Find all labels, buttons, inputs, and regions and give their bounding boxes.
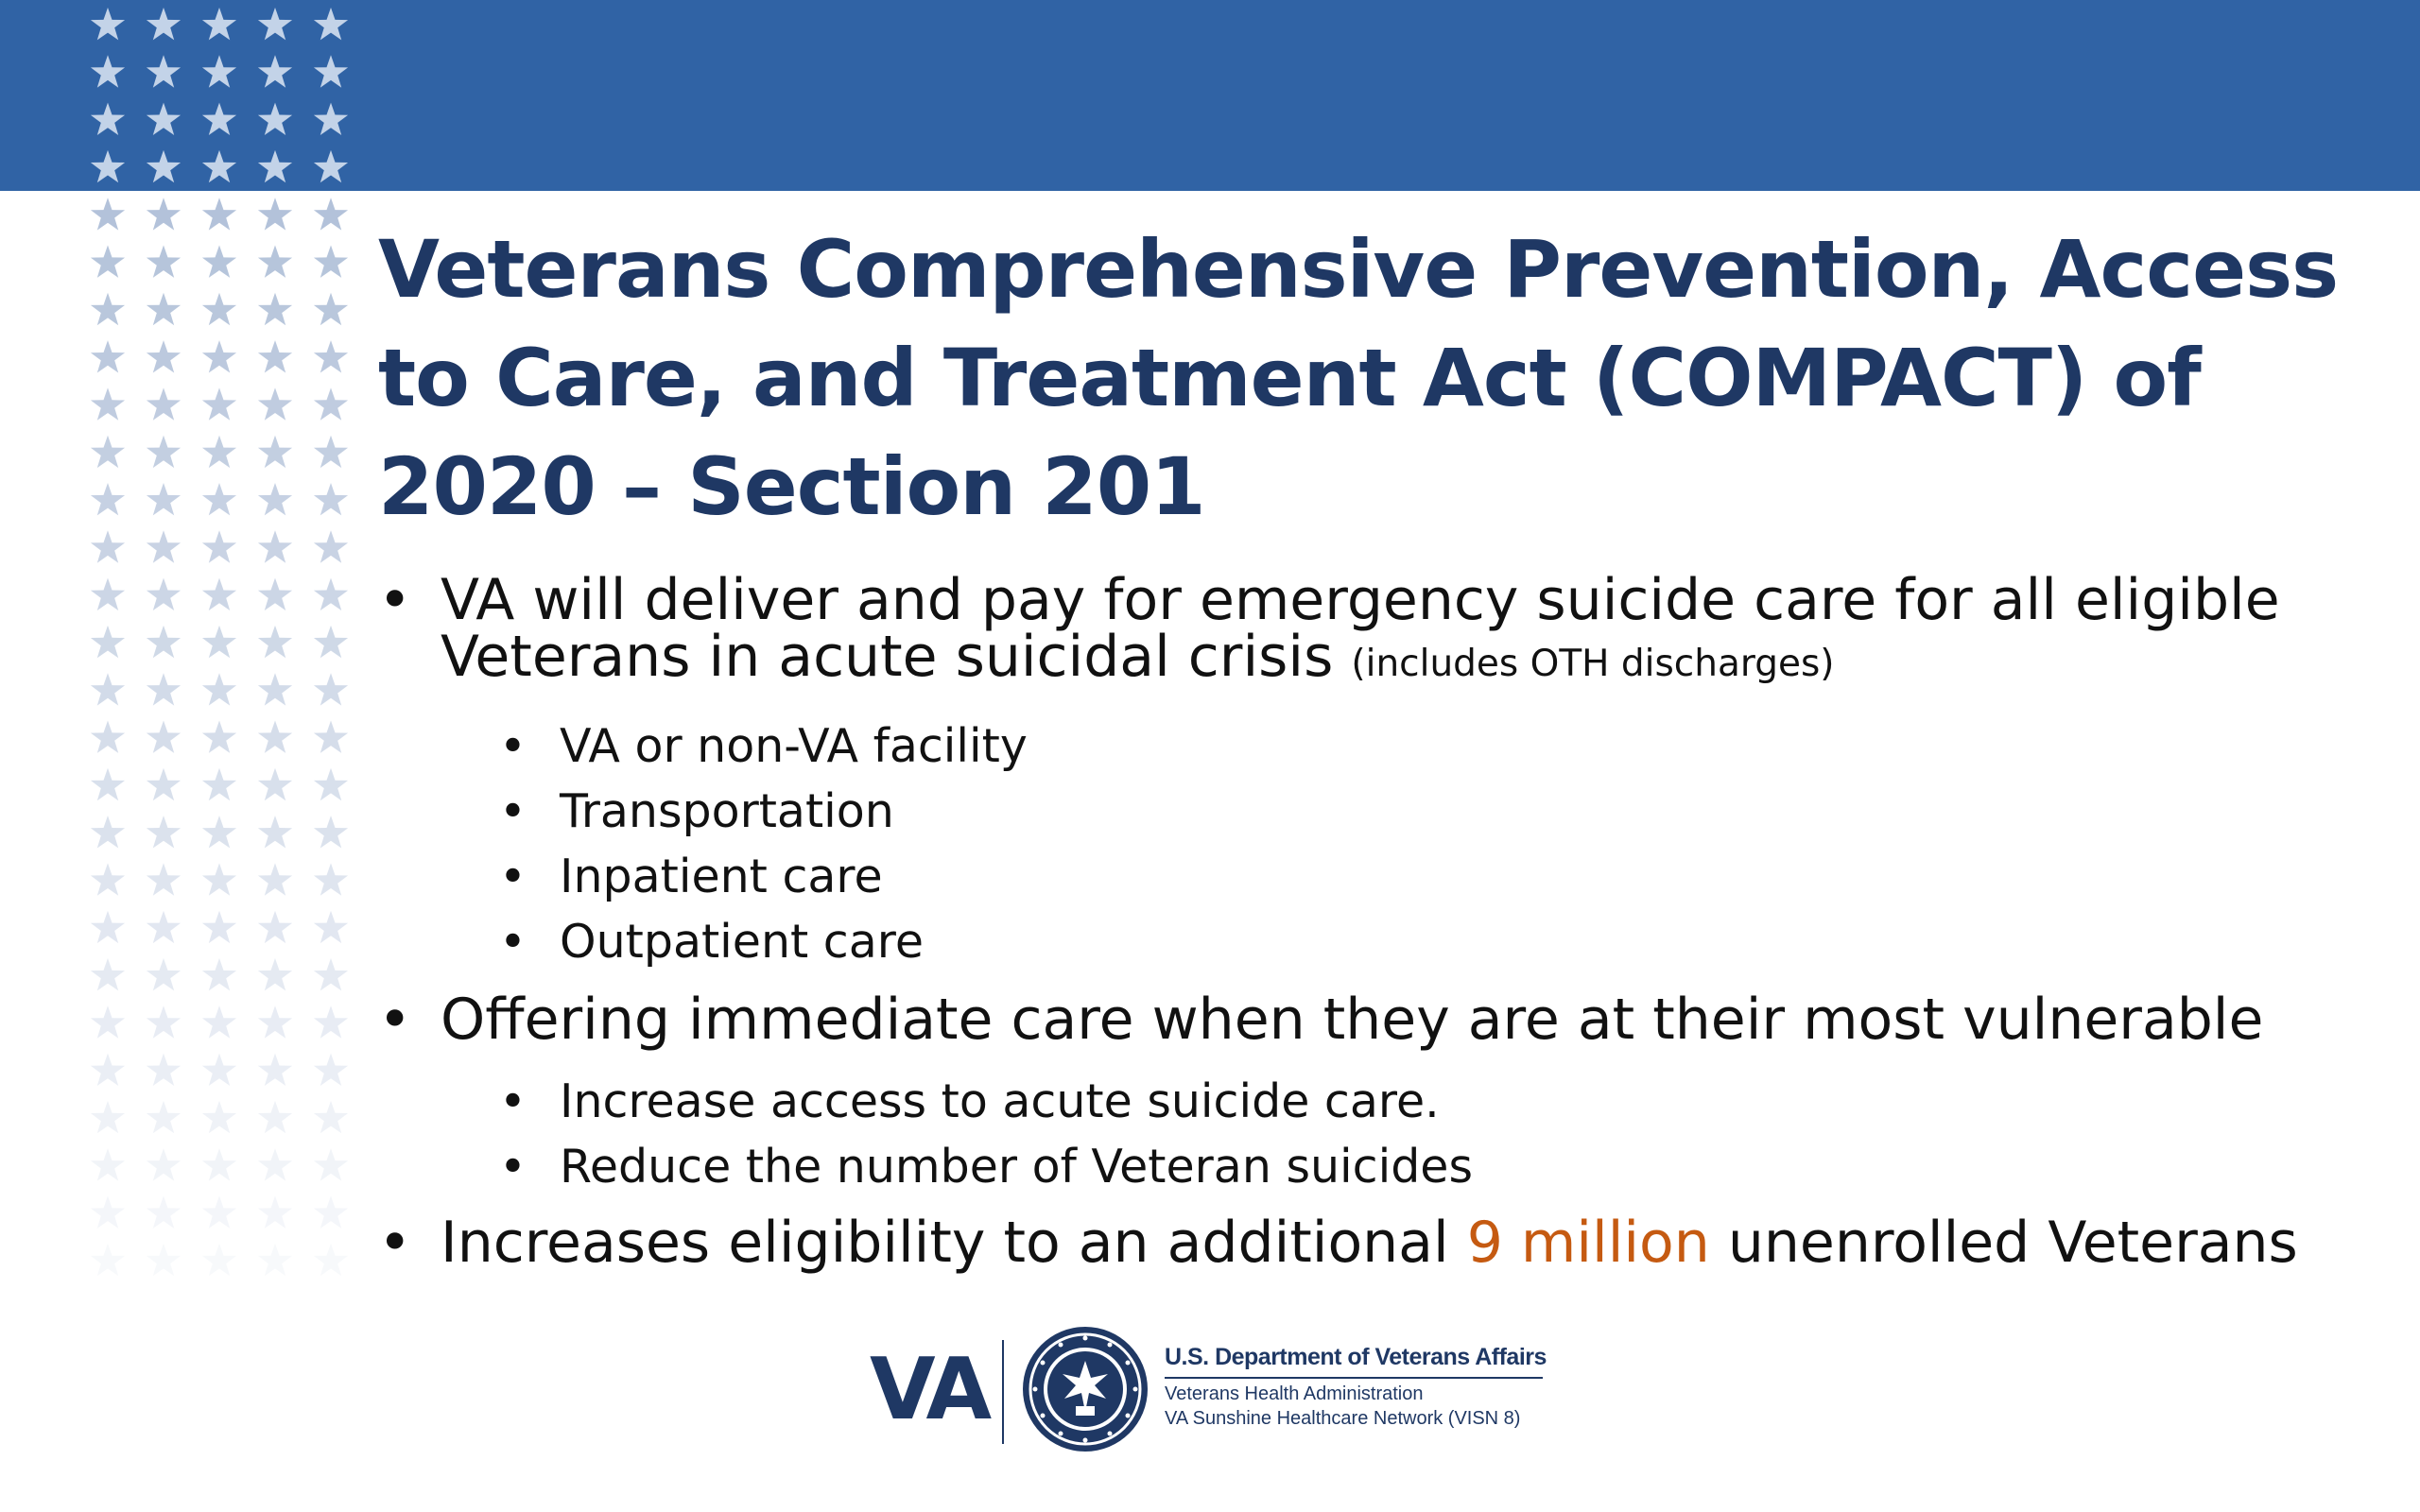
sub-bullet: • Reduce the number of Veteran suicides <box>499 1140 1473 1194</box>
star-icon <box>258 768 292 800</box>
department-subtitle-2: VA Sunshine Healthcare Network (VISN 8) <box>1165 1408 1521 1429</box>
star-icon <box>258 387 292 420</box>
star-icon <box>314 103 348 135</box>
sub-bullet-text: Outpatient care <box>560 915 924 969</box>
star-icon <box>91 1148 125 1180</box>
star-icon <box>147 1101 181 1133</box>
star-icon <box>202 150 236 182</box>
sub-bullet: • Increase access to acute suicide care. <box>499 1074 1440 1128</box>
star-icon <box>91 578 125 610</box>
bullet-text-after: unenrolled Veterans <box>1709 1210 2298 1276</box>
star-icon <box>258 530 292 562</box>
star-icon <box>202 340 236 372</box>
sub-bullet-text: Reduce the number of Veteran suicides <box>560 1140 1473 1194</box>
star-icon <box>258 673 292 705</box>
bullet-list <box>378 567 2363 1276</box>
star-icon <box>91 626 125 658</box>
star-icon <box>258 1196 292 1228</box>
star-icon <box>147 198 181 230</box>
star-icon <box>314 721 348 753</box>
star-icon <box>147 1005 181 1038</box>
star-icon <box>147 578 181 610</box>
sub-list-emergency-care <box>378 713 2363 974</box>
bullet-dot: • <box>378 987 412 1053</box>
star-icon <box>314 958 348 990</box>
star-icon <box>147 1148 181 1180</box>
star-icon <box>258 1148 292 1180</box>
bullet-text: Offering immediate care when they are at their most vulnerable <box>441 987 2264 1053</box>
bullet-text: VA will deliver and pay for emergency suicide care for all eligible Veterans in acute suicidal crisis <box>441 567 2280 690</box>
va-logo-text: VA <box>870 1340 989 1439</box>
star-icon <box>147 768 181 800</box>
star-icon <box>314 863 348 895</box>
star-icon <box>314 768 348 800</box>
star-icon <box>91 673 125 705</box>
star-icon <box>147 530 181 562</box>
star-icon <box>91 483 125 515</box>
star-icon <box>202 863 236 895</box>
star-icon <box>258 436 292 468</box>
star-icon <box>258 578 292 610</box>
star-icon <box>147 436 181 468</box>
star-icon <box>314 1005 348 1038</box>
sub-bullet-text: Transportation <box>560 784 894 838</box>
star-icon <box>258 246 292 278</box>
star-icon <box>91 863 125 895</box>
bullet-dot: • <box>378 1210 412 1276</box>
star-icon <box>147 387 181 420</box>
star-icon <box>91 8 125 40</box>
star-icon <box>258 150 292 182</box>
star-icon <box>202 55 236 87</box>
star-icon <box>202 530 236 562</box>
star-icon <box>91 721 125 753</box>
star-icon <box>258 1101 292 1133</box>
star-icon <box>202 1148 236 1180</box>
star-icon <box>314 530 348 562</box>
star-icon <box>202 387 236 420</box>
star-icon <box>258 863 292 895</box>
star-icon <box>258 483 292 515</box>
bullet-eligibility <box>378 1210 2363 1276</box>
bullet-emergency-care <box>378 567 2363 693</box>
star-icon <box>258 293 292 325</box>
star-icon <box>258 958 292 990</box>
star-icon <box>258 198 292 230</box>
stars-pattern-icon <box>76 0 359 1304</box>
star-icon <box>314 436 348 468</box>
star-icon <box>91 958 125 990</box>
sub-list-immediate-care <box>378 1069 2363 1199</box>
star-icon <box>147 246 181 278</box>
star-icon <box>91 1101 125 1133</box>
star-icon <box>202 768 236 800</box>
star-icon <box>91 530 125 562</box>
star-icon <box>91 340 125 372</box>
star-icon <box>147 958 181 990</box>
star-icon <box>91 1005 125 1038</box>
star-icon <box>202 578 236 610</box>
bullet-note: (includes OTH discharges) <box>1351 643 1835 685</box>
star-icon <box>91 103 125 135</box>
star-icon <box>258 721 292 753</box>
star-icon <box>258 816 292 848</box>
star-icon <box>314 1101 348 1133</box>
star-icon <box>202 673 236 705</box>
star-icon <box>202 816 236 848</box>
logo-divider <box>1002 1340 1004 1444</box>
star-icon <box>91 816 125 848</box>
star-icon <box>147 1244 181 1276</box>
star-icon <box>202 911 236 943</box>
star-icon <box>258 1244 292 1276</box>
star-icon <box>314 626 348 658</box>
star-icon <box>147 483 181 515</box>
star-icon <box>147 673 181 705</box>
star-icon <box>258 1005 292 1038</box>
star-icon <box>147 626 181 658</box>
star-icon <box>202 103 236 135</box>
star-icon <box>314 911 348 943</box>
star-icon <box>147 293 181 325</box>
department-subtitle-1: Veterans Health Administration <box>1165 1383 1424 1404</box>
star-icon <box>147 103 181 135</box>
sub-bullet-text: Inpatient care <box>560 850 883 903</box>
star-icon <box>91 387 125 420</box>
star-icon <box>314 1244 348 1276</box>
star-icon <box>314 816 348 848</box>
star-icon <box>147 55 181 87</box>
sub-bullet: • Transportation <box>499 784 894 838</box>
star-icon <box>147 8 181 40</box>
department-name: U.S. Department of Veterans Affairs <box>1165 1344 1547 1370</box>
star-icon <box>91 198 125 230</box>
star-icon <box>202 626 236 658</box>
star-icon <box>314 483 348 515</box>
star-icon <box>258 103 292 135</box>
star-icon <box>314 150 348 182</box>
star-icon <box>91 1244 125 1276</box>
star-icon <box>258 55 292 87</box>
star-icon <box>314 673 348 705</box>
sub-bullet: • VA or non-VA facility <box>499 719 1028 773</box>
star-icon <box>202 1005 236 1038</box>
sub-bullet-text: VA or non-VA facility <box>560 719 1028 773</box>
star-icon <box>202 8 236 40</box>
star-icon <box>258 340 292 372</box>
star-icon <box>91 150 125 182</box>
star-icon <box>202 293 236 325</box>
star-icon <box>258 1054 292 1086</box>
star-icon <box>314 578 348 610</box>
star-icon <box>314 293 348 325</box>
star-icon <box>91 768 125 800</box>
star-icon <box>202 436 236 468</box>
star-icon <box>202 483 236 515</box>
star-icon <box>147 721 181 753</box>
star-icon <box>147 150 181 182</box>
bullet-dot: • <box>378 567 412 633</box>
top-banner <box>0 0 2420 191</box>
star-icon <box>91 1054 125 1086</box>
star-icon <box>314 55 348 87</box>
star-icon <box>202 246 236 278</box>
star-icon <box>91 246 125 278</box>
star-icon <box>314 387 348 420</box>
bullet-text-before: Increases eligibility to an additional <box>441 1210 1467 1276</box>
va-seal-icon <box>1021 1325 1150 1453</box>
star-icon <box>202 1244 236 1276</box>
star-icon <box>91 1196 125 1228</box>
star-icon <box>91 911 125 943</box>
star-icon <box>258 8 292 40</box>
star-icon <box>147 1196 181 1228</box>
star-icon <box>202 198 236 230</box>
star-icon <box>314 1054 348 1086</box>
star-icon <box>147 340 181 372</box>
star-icon <box>91 436 125 468</box>
star-icon <box>314 246 348 278</box>
star-icon <box>258 911 292 943</box>
star-icon <box>314 8 348 40</box>
bullet-immediate-care <box>378 987 2363 1053</box>
sub-bullet: • Inpatient care <box>499 850 883 903</box>
star-icon <box>147 911 181 943</box>
star-icon <box>202 721 236 753</box>
star-icon <box>147 1054 181 1086</box>
star-icon <box>314 340 348 372</box>
sub-bullet-text: Increase access to acute suicide care. <box>560 1074 1440 1128</box>
slide-title: Veterans Comprehensive Prevention, Access to Care, and Treatment Act (COMPACT) of 2020 – Section 201 <box>378 223 2339 533</box>
star-icon <box>202 958 236 990</box>
star-icon <box>314 1196 348 1228</box>
footer-logo <box>870 1323 1550 1455</box>
star-icon <box>314 198 348 230</box>
star-icon <box>202 1054 236 1086</box>
star-icon <box>147 863 181 895</box>
highlight-number: 9 million <box>1466 1210 1710 1276</box>
star-icon <box>147 816 181 848</box>
star-icon <box>202 1196 236 1228</box>
sub-bullet: • Outpatient care <box>499 915 924 969</box>
star-icon <box>202 1101 236 1133</box>
star-icon <box>258 626 292 658</box>
star-icon <box>91 55 125 87</box>
star-icon <box>91 293 125 325</box>
star-icon <box>314 1148 348 1180</box>
department-rule <box>1165 1377 1543 1379</box>
